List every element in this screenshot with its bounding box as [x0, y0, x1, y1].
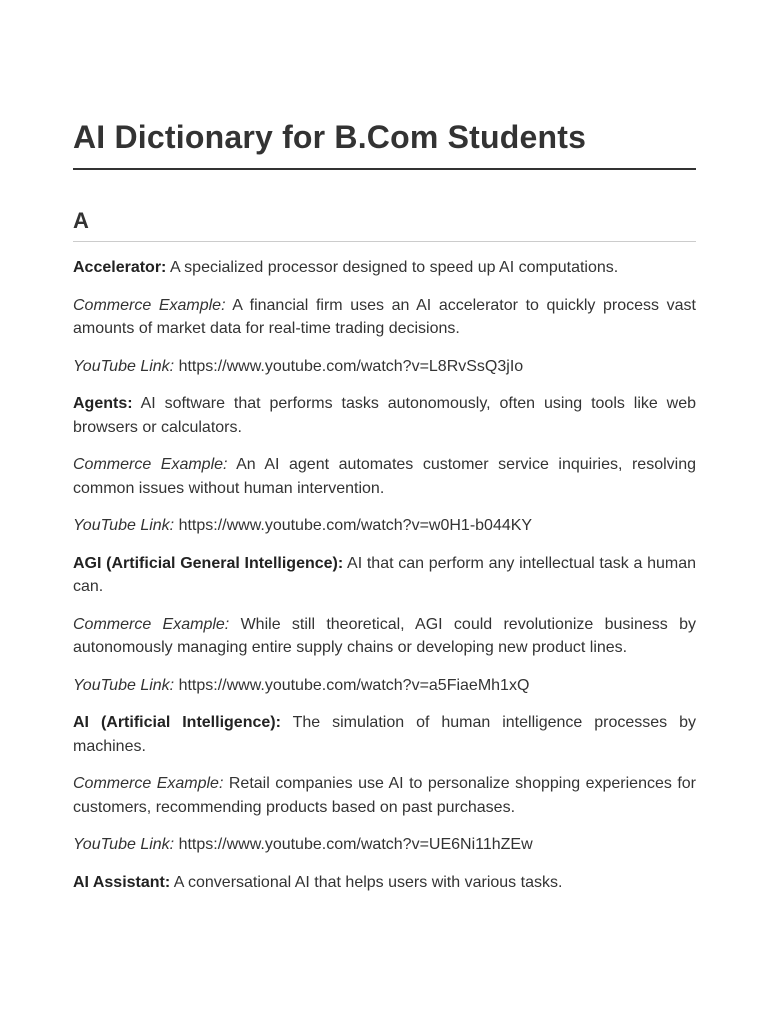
example-text: While still theoretical, AGI could revolutionize business by autonomously managing entire supply chains or developing new product lines.	[73, 615, 696, 656]
term-definition: AI software that performs tasks autonomously, often using tools like web browsers or calculators.	[73, 395, 696, 436]
link-paragraph	[73, 355, 696, 379]
definition-paragraph	[73, 711, 696, 758]
term-definition: A conversational AI that helps users with various tasks.	[173, 873, 563, 891]
definition-paragraph	[73, 392, 696, 439]
link-label: YouTube Link:	[73, 676, 175, 694]
section-divider	[73, 241, 696, 242]
example-label: Commerce Example:	[73, 615, 230, 633]
term-label: Accelerator:	[73, 259, 167, 276]
youtube-link[interactable]: https://www.youtube.com/watch?v=UE6Ni11hZEw	[178, 836, 533, 853]
example-paragraph	[73, 453, 696, 500]
example-text: An AI agent automates customer service inquiries, resolving common issues without human intervention.	[73, 456, 696, 497]
youtube-link[interactable]: https://www.youtube.com/watch?v=L8RvSsQ3jIo	[178, 357, 524, 375]
definition-paragraph	[73, 256, 696, 280]
example-paragraph	[73, 613, 696, 660]
link-paragraph	[73, 674, 696, 698]
link-label: YouTube Link:	[73, 517, 175, 534]
example-label: Commerce Example:	[73, 296, 226, 314]
link-label: YouTube Link:	[73, 357, 175, 375]
youtube-link[interactable]: https://www.youtube.com/watch?v=w0H1-b044KY	[178, 517, 533, 534]
section-a	[73, 207, 696, 894]
term-definition: AI that can perform any intellectual task a human can.	[73, 554, 696, 595]
section-heading: A	[73, 208, 89, 233]
page-title: AI Dictionary for B.Com Students	[73, 119, 587, 155]
example-text: Retail companies use AI to personalize shopping experiences for customers, recommending products based on past purchases.	[73, 775, 696, 816]
example-label: Commerce Example:	[73, 775, 224, 792]
link-label: YouTube Link:	[73, 836, 175, 853]
definition-paragraph	[73, 871, 696, 895]
link-paragraph	[73, 833, 696, 857]
link-paragraph	[73, 514, 696, 538]
term-label: AGI (Artificial General Intelligence):	[73, 554, 344, 572]
term-definition: The simulation of human intelligence processes by machines.	[73, 714, 696, 755]
term-definition: A specialized processor designed to speed up AI computations.	[169, 259, 619, 276]
youtube-link[interactable]: https://www.youtube.com/watch?v=a5FiaeMh1xQ	[178, 676, 530, 694]
example-text: A financial firm uses an AI accelerator to quickly process vast amounts of market data for real-time trading decisions.	[73, 296, 696, 337]
example-paragraph	[73, 772, 696, 819]
example-label: Commerce Example:	[73, 456, 228, 473]
title-divider	[73, 168, 696, 170]
example-paragraph	[73, 294, 696, 341]
term-label: Agents:	[73, 395, 133, 412]
entry-list	[73, 256, 696, 894]
term-label: AI Assistant:	[73, 873, 171, 891]
definition-paragraph	[73, 552, 696, 599]
term-label: AI (Artificial Intelligence):	[73, 714, 281, 731]
